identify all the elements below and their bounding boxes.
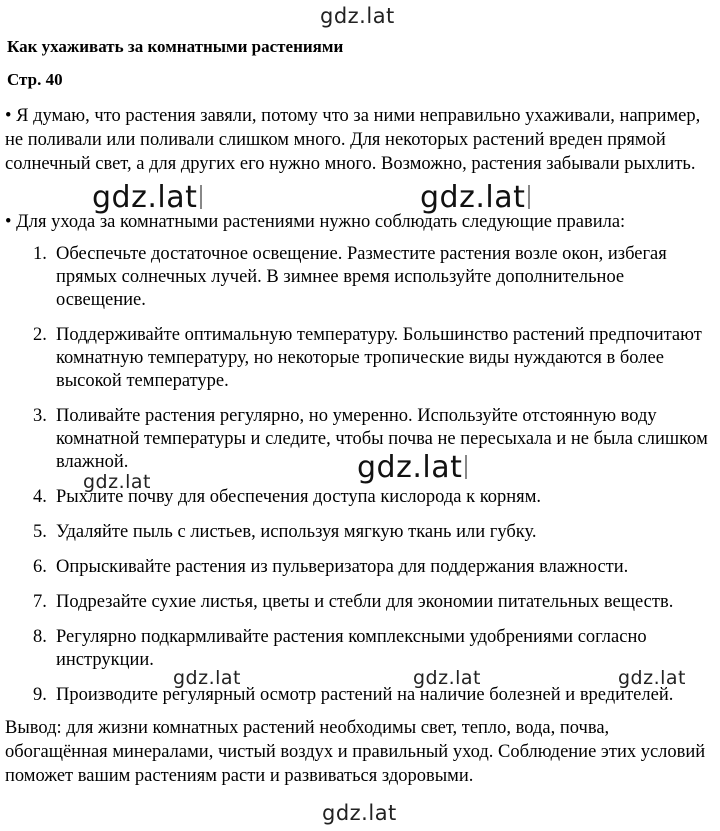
page-number: Стр. 40 [7, 70, 63, 89]
item-text: Поддерживайте оптимальную температуру. Большинство растений предпочитают комнатную температуру, но некоторые тропические виды нуждаются в более высокой температуре. [56, 325, 702, 391]
watermark: gdz.lat [173, 667, 242, 689]
list-item [0, 521, 712, 544]
item-number: 8. [33, 627, 47, 647]
item-text: Рыхлите почву для обеспечения доступа кислорода к корням. [56, 487, 542, 507]
paragraph-1-text: Я думаю, что растения завяли, потому что за ними неправильно ухаживали, например, не поливали или поливали слишком много. Для некоторых растений вреден прямой солнечный свет, а для других его нужно много. Возможно, растения забывали рыхлить. [5, 106, 701, 174]
watermark-bottom: gdz.lat [322, 801, 397, 825]
watermark: gdz.lat [357, 450, 467, 485]
item-text: Производите регулярный осмотр растений на наличие болезней и вредителей. [56, 685, 674, 705]
item-number: 1. [33, 244, 47, 264]
answer-paragraph-1 [5, 104, 715, 176]
item-text: Опрыскивайте растения из пульверизатора для поддержания влажности. [56, 557, 629, 577]
conclusion-paragraph: Вывод: для жизни комнатных растений необходимы свет, тепло, вода, почва, обогащённая минералами, чистый воздух и правильный уход. Соблюдение этих условий поможет вашим растениям расти и развиваться здоровыми. [5, 718, 706, 786]
item-number: 3. [33, 406, 47, 426]
item-text: Удаляйте пыль с листьев, используя мягкую ткань или губку. [56, 522, 537, 542]
watermark: gdz.lat [83, 471, 152, 493]
list-item [0, 591, 712, 614]
item-number: 6. [33, 557, 47, 577]
watermark-top: gdz.lat [320, 4, 395, 28]
watermark: gdz.lat [618, 667, 687, 689]
list-item [0, 684, 712, 707]
item-number: 2. [33, 325, 47, 345]
item-text: Обеспечьте достаточное освещение. Разместите растения возле окон, избегая прямых солнечных лучей. В зимнее время используйте дополнительное освещение. [56, 244, 667, 310]
bullet: • [5, 106, 12, 126]
list-item [0, 243, 712, 312]
item-number: 4. [33, 487, 47, 507]
watermark: gdz.lat [92, 180, 202, 215]
item-number: 7. [33, 592, 47, 612]
list-item [0, 626, 712, 672]
item-text: Регулярно подкармливайте растения комплексными удобрениями согласно инструкции. [56, 627, 647, 670]
item-text: Подрезайте сухие листья, цветы и стебли для экономии питательных веществ. [56, 592, 674, 612]
page-title: Как ухаживать за комнатными растениями [7, 37, 344, 56]
list-item [0, 405, 712, 474]
watermark: gdz.lat [413, 667, 482, 689]
item-text: Поливайте растения регулярно, но умеренно. Используйте отстоянную воду комнатной температуры и следите, чтобы почва не пересыхала и не была слишком влажной. [56, 406, 708, 472]
item-number: 5. [33, 522, 47, 542]
watermark: gdz.lat [420, 180, 530, 215]
paragraph-2-text: Для ухода за комнатными растениями нужно соблюдать следующие правила: [16, 212, 626, 232]
item-number: 9. [33, 685, 47, 705]
bullet: • [5, 212, 12, 232]
list-item [0, 324, 712, 393]
list-item [0, 556, 712, 579]
